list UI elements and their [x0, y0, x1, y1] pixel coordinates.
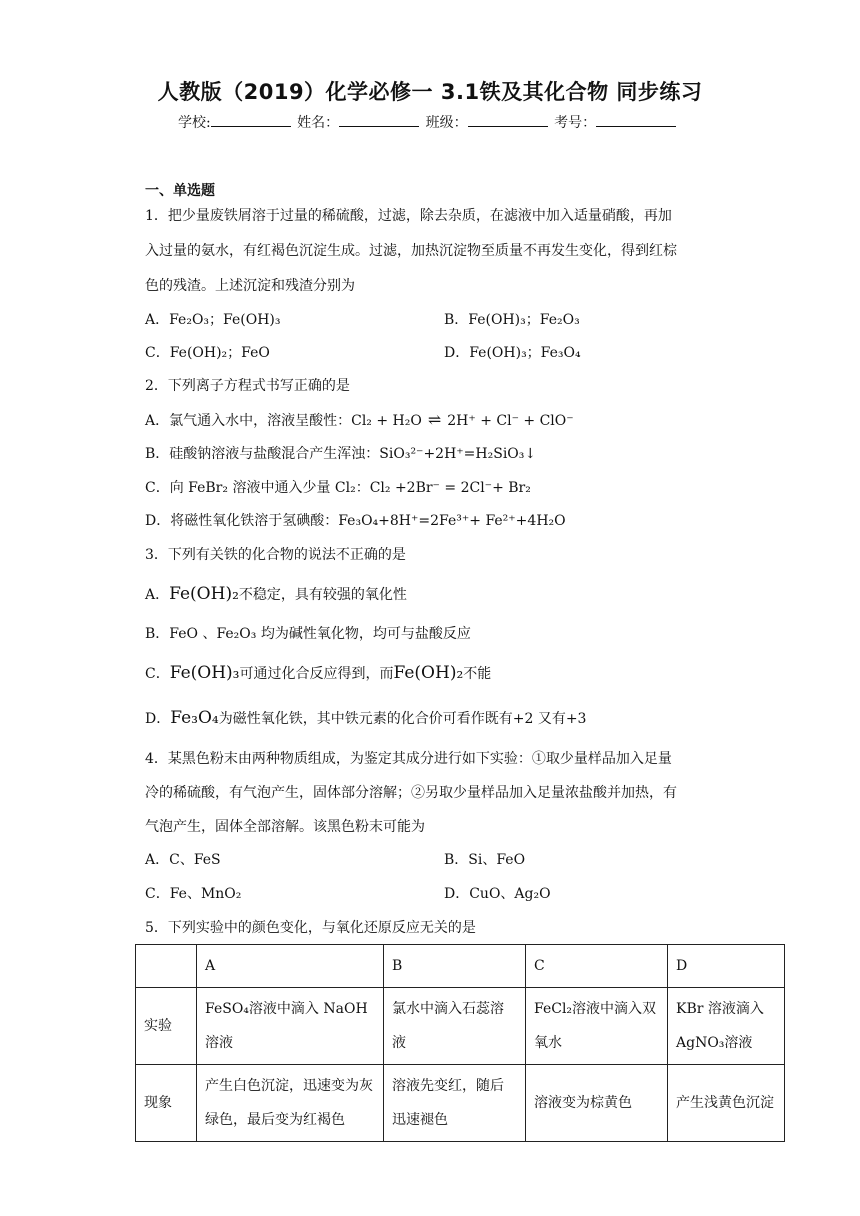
- table-header-cell[interactable]: A: [197, 945, 384, 988]
- question-1-line-3: 色的残渣。上述沉淀和残渣分别为: [145, 278, 355, 294]
- class-blank[interactable]: [468, 114, 548, 127]
- question-1-option-d[interactable]: D．Fe(OH)₃；Fe₃O₄: [444, 345, 581, 361]
- experiment-table: [135, 944, 785, 1142]
- class-label: 班级：: [425, 115, 468, 131]
- option-d-label: D．: [145, 711, 171, 727]
- student-info-line: [178, 112, 678, 132]
- question-2-option-d[interactable]: D．将磁性氧化铁溶于氢碘酸：Fe₃O₄+8H⁺=2Fe³⁺+ Fe²⁺+4H₂O: [145, 513, 566, 529]
- table-cell: 产生浅黄色沉淀: [668, 1065, 785, 1142]
- option-c-text: 可通过化合反应得到，而: [239, 666, 394, 682]
- question-3-option-d[interactable]: [145, 708, 586, 729]
- question-4-option-c[interactable]: C．Fe、MnO₂: [145, 886, 242, 902]
- table-cell: 溶液先变红，随后迅速褪色: [384, 1065, 526, 1142]
- option-a-products: 2H⁺ + Cl⁻ + ClO⁻: [447, 413, 574, 429]
- option-a-formula: Fe(OH)₂: [169, 584, 239, 604]
- table-header-cell[interactable]: C: [526, 945, 668, 988]
- question-4-line-2: 冷的稀硫酸，有气泡产生，固体部分溶解；②另取少量样品加入足量浓盐酸并加热，有: [145, 785, 677, 801]
- row-label: 现象: [136, 1065, 197, 1142]
- page-title: 人教版（2019）化学必修一 3.1铁及其化合物 同步练习: [157, 80, 703, 104]
- table-header-cell: [136, 945, 197, 988]
- question-3-stem: 3．下列有关铁的化合物的说法不正确的是: [145, 547, 406, 563]
- table-cell: FeSO₄溶液中滴入 NaOH 溶液: [197, 988, 384, 1065]
- question-4-line-3: 气泡产生，固体全部溶解。该黑色粉末可能为: [145, 819, 425, 835]
- question-1-option-c[interactable]: C．Fe(OH)₂；FeO: [145, 345, 270, 361]
- table-header-row: [136, 945, 785, 988]
- question-2-option-b[interactable]: B．硅酸钠溶液与盐酸混合产生浑浊：SiO₃²⁻+2H⁺=H₂SiO₃↓: [145, 446, 537, 462]
- option-a-text: A．氯气通入水中，溶液呈酸性：Cl₂ + H₂O: [145, 413, 422, 429]
- question-1-line-2: 入过量的氨水，有红褐色沉淀生成。过滤，加热沉淀物至质量不再发生变化，得到红棕: [145, 243, 677, 259]
- question-4-option-d[interactable]: D．CuO、Ag₂O: [444, 886, 551, 902]
- question-3-option-c[interactable]: [145, 663, 491, 684]
- option-c-formula-1: Fe(OH)₃: [169, 663, 240, 683]
- option-a-label: A．: [145, 587, 170, 603]
- question-4-option-a[interactable]: A．C、FeS: [145, 852, 221, 868]
- table-row: [136, 1065, 785, 1142]
- name-blank[interactable]: [339, 114, 419, 127]
- question-5-stem: 5．下列实验中的颜色变化，与氧化还原反应无关的是: [145, 920, 476, 936]
- option-c-formula-2: Fe(OH)₂: [393, 663, 464, 683]
- question-3-option-a[interactable]: [145, 584, 407, 605]
- table-cell: KBr 溶液滴入 AgNO₃溶液: [668, 988, 785, 1065]
- option-d-formula: Fe₃O₄: [170, 708, 219, 728]
- question-2-option-c[interactable]: C．向 FeBr₂ 溶液中通入少量 Cl₂：Cl₂ +2Br⁻ = 2Cl⁻+ Br₂: [145, 480, 531, 496]
- name-label: 姓名：: [297, 115, 340, 131]
- option-c-label: C．: [145, 666, 170, 682]
- option-d-text: 为磁性氧化铁，其中铁元素的化合价可看作既有+2 又有+3: [218, 711, 587, 727]
- equilibrium-arrow-icon: ⇌: [427, 410, 442, 429]
- row-label: 实验: [136, 988, 197, 1065]
- question-1-option-a[interactable]: A．Fe₂O₃；Fe(OH)₃: [145, 312, 281, 328]
- option-a-text: 不稳定，具有较强的氧化性: [238, 587, 407, 603]
- question-2-stem: 2．下列离子方程式书写正确的是: [145, 378, 350, 394]
- exam-number-label: 考号：: [554, 115, 597, 131]
- table-row: [136, 988, 785, 1065]
- table-cell: FeCl₂溶液中滴入双氧水: [526, 988, 668, 1065]
- question-4-option-b[interactable]: B．Si、FeO: [444, 852, 526, 868]
- option-c-text-2: 不能: [463, 666, 492, 682]
- question-4-line-1: 4．某黑色粉末由两种物质组成，为鉴定其成分进行如下实验：①取少量样品加入足量: [145, 751, 672, 767]
- table-header-cell[interactable]: B: [384, 945, 526, 988]
- question-1-line-1: 1．把少量废铁屑溶于过量的稀硫酸，过滤，除去杂质，在滤液中加入适量硝酸，再加: [145, 208, 672, 224]
- question-1-option-b[interactable]: B．Fe(OH)₃；Fe₂O₃: [444, 312, 580, 328]
- table-cell: 产生白色沉淀，迅速变为灰绿色，最后变为红褐色: [197, 1065, 384, 1142]
- table-cell: 溶液变为棕黄色: [526, 1065, 668, 1142]
- question-3-option-b[interactable]: B．FeO 、Fe₂O₃ 均为碱性氧化物，均可与盐酸反应: [145, 626, 471, 642]
- table-cell: 氯水中滴入石蕊溶液: [384, 988, 526, 1065]
- school-label: 学校:: [178, 115, 211, 131]
- table-header-cell[interactable]: D: [668, 945, 785, 988]
- section-title: 一、单选题: [145, 183, 215, 199]
- question-2-option-a[interactable]: [145, 410, 574, 431]
- school-blank[interactable]: [211, 114, 291, 127]
- exam-number-blank[interactable]: [596, 114, 676, 127]
